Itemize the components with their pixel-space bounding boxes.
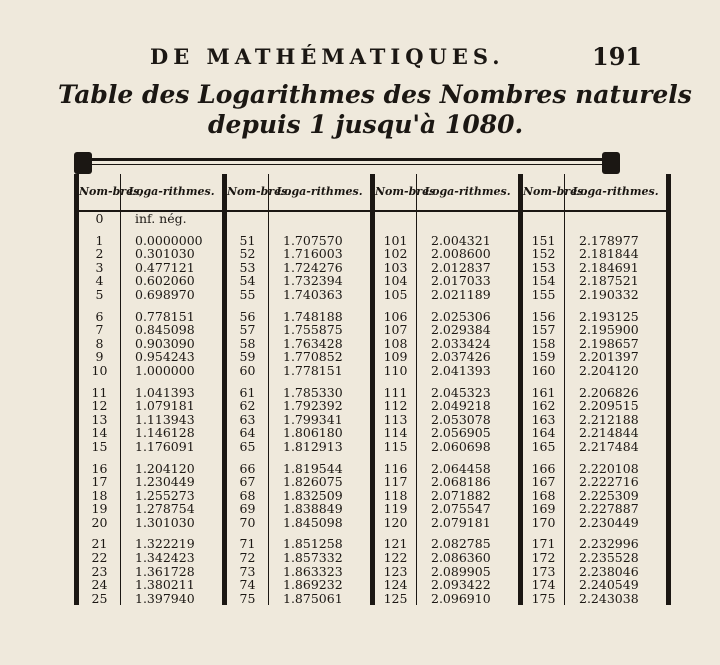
number-cell: 64 <box>225 426 269 440</box>
logarithm-cell: 2.232996 <box>565 537 669 551</box>
number-cell: 2 <box>77 247 121 261</box>
number-cell: 166 <box>521 462 565 476</box>
logarithm-cell: 1.113943 <box>121 413 225 427</box>
logarithm-cell: 1.785330 <box>269 386 373 400</box>
number-cell: 19 <box>77 502 121 516</box>
number-cell: 158 <box>521 337 565 351</box>
logarithm-cell: 1.755875 <box>269 323 373 337</box>
number-cell: 117 <box>373 475 417 489</box>
number-cell: 65 <box>225 440 269 454</box>
logarithm-cell: 2.068186 <box>417 475 521 489</box>
table-cell: inf. nég. <box>121 211 225 226</box>
logarithm-cell: 2.220108 <box>565 462 669 476</box>
number-cell: 11 <box>77 386 121 400</box>
table-row <box>77 426 669 440</box>
logarithm-cell: 2.075547 <box>417 502 521 516</box>
table-cell <box>521 211 565 226</box>
number-cell: 115 <box>373 440 417 454</box>
number-cell: 111 <box>373 386 417 400</box>
logarithm-cell: 1.863323 <box>269 565 373 579</box>
number-cell: 3 <box>77 261 121 275</box>
table-row <box>77 551 669 565</box>
number-cell: 53 <box>225 261 269 275</box>
logarithm-cell: 2.178977 <box>565 234 669 248</box>
table-title-line1: Table des Logarithmes des Nombres naturels <box>58 80 692 109</box>
number-cell: 9 <box>77 350 121 364</box>
logarithm-cell: 1.826075 <box>269 475 373 489</box>
table-row <box>77 274 669 288</box>
logarithm-cell: 2.060698 <box>417 440 521 454</box>
number-cell: 163 <box>521 413 565 427</box>
table-row <box>77 592 669 606</box>
logarithm-cell: 0.954243 <box>121 350 225 364</box>
number-cell: 152 <box>521 247 565 261</box>
number-cell: 171 <box>521 537 565 551</box>
table-row <box>77 310 669 324</box>
logarithm-cell: 1.869232 <box>269 578 373 592</box>
logarithm-cell: 2.243038 <box>565 592 669 606</box>
number-cell: 18 <box>77 489 121 503</box>
col-header-num-4: Nom-bres. <box>521 174 565 211</box>
number-cell: 71 <box>225 537 269 551</box>
logarithm-cell: 2.187521 <box>565 274 669 288</box>
logarithm-cell: 2.214844 <box>565 426 669 440</box>
ornament-rule-thin <box>82 164 612 165</box>
logarithm-cell: 1.176091 <box>121 440 225 454</box>
number-cell: 173 <box>521 565 565 579</box>
number-cell: 159 <box>521 350 565 364</box>
logarithm-cell: 2.086360 <box>417 551 521 565</box>
logarithm-cell: 2.089905 <box>417 565 521 579</box>
number-cell: 8 <box>77 337 121 351</box>
table-row <box>77 364 669 378</box>
number-cell: 175 <box>521 592 565 606</box>
logarithm-cell: 2.201397 <box>565 350 669 364</box>
number-cell: 107 <box>373 323 417 337</box>
number-cell: 162 <box>521 399 565 413</box>
number-cell: 151 <box>521 234 565 248</box>
page-header <box>0 0 720 80</box>
number-cell: 13 <box>77 413 121 427</box>
logarithm-cell: 1.707570 <box>269 234 373 248</box>
number-cell: 109 <box>373 350 417 364</box>
number-cell: 116 <box>373 462 417 476</box>
logarithm-cell: 1.322219 <box>121 537 225 551</box>
logarithm-cell: 1.732394 <box>269 274 373 288</box>
ornament-rule <box>82 158 612 161</box>
table-cell <box>417 211 521 226</box>
number-cell: 69 <box>225 502 269 516</box>
number-cell: 52 <box>225 247 269 261</box>
logarithm-cell: 1.832509 <box>269 489 373 503</box>
logarithm-cell: 2.053078 <box>417 413 521 427</box>
table-row <box>77 386 669 400</box>
number-cell: 70 <box>225 516 269 530</box>
table-row <box>77 516 669 530</box>
logarithm-cell: 2.204120 <box>565 364 669 378</box>
number-cell: 122 <box>373 551 417 565</box>
number-cell: 10 <box>77 364 121 378</box>
number-cell: 124 <box>373 578 417 592</box>
logarithm-cell: 1.397940 <box>121 592 225 606</box>
logarithm-cell: 2.222716 <box>565 475 669 489</box>
table-row <box>77 261 669 275</box>
number-cell: 157 <box>521 323 565 337</box>
logarithm-cell: 1.041393 <box>121 386 225 400</box>
number-cell: 168 <box>521 489 565 503</box>
number-cell: 102 <box>373 247 417 261</box>
number-cell: 62 <box>225 399 269 413</box>
ornament-corner-right-icon <box>602 152 620 174</box>
number-cell: 103 <box>373 261 417 275</box>
logarithm-cell: 1.763428 <box>269 337 373 351</box>
logarithm-cell: 2.212188 <box>565 413 669 427</box>
number-cell: 114 <box>373 426 417 440</box>
logarithm-cell: 2.184691 <box>565 261 669 275</box>
table-row <box>77 462 669 476</box>
logarithm-cell: 2.049218 <box>417 399 521 413</box>
logarithm-cell: 0.698970 <box>121 288 225 302</box>
table-row-zero <box>77 211 669 226</box>
number-cell: 165 <box>521 440 565 454</box>
number-cell: 58 <box>225 337 269 351</box>
logarithm-cell: 2.227887 <box>565 502 669 516</box>
number-cell: 73 <box>225 565 269 579</box>
logarithm-cell: 2.029384 <box>417 323 521 337</box>
logarithm-table <box>74 156 659 665</box>
number-cell: 23 <box>77 565 121 579</box>
logarithm-cell: 2.209515 <box>565 399 669 413</box>
number-cell: 155 <box>521 288 565 302</box>
logarithm-cell: 2.230449 <box>565 516 669 530</box>
logarithm-cell: 0.903090 <box>121 337 225 351</box>
running-head: DE MATHÉMATIQUES. <box>150 44 505 69</box>
number-cell: 54 <box>225 274 269 288</box>
logarithm-cell: 2.082785 <box>417 537 521 551</box>
number-cell: 121 <box>373 537 417 551</box>
logarithm-cell: 1.146128 <box>121 426 225 440</box>
logarithm-cell: 2.225309 <box>565 489 669 503</box>
col-header-log-1: Loga-rithmes. <box>121 174 225 211</box>
table-row <box>77 413 669 427</box>
logarithm-cell: 2.037426 <box>417 350 521 364</box>
logarithm-cell: 1.380211 <box>121 578 225 592</box>
table-cell <box>565 211 669 226</box>
number-cell: 119 <box>373 502 417 516</box>
number-cell: 125 <box>373 592 417 606</box>
number-cell: 108 <box>373 337 417 351</box>
table-row <box>77 337 669 351</box>
number-cell: 66 <box>225 462 269 476</box>
number-cell: 167 <box>521 475 565 489</box>
logarithm-cell: 2.033424 <box>417 337 521 351</box>
logarithm-cell: 0.845098 <box>121 323 225 337</box>
logarithm-cell: 1.724276 <box>269 261 373 275</box>
number-cell: 61 <box>225 386 269 400</box>
logarithm-cell: 2.004321 <box>417 234 521 248</box>
header-row <box>77 174 669 211</box>
number-cell: 1 <box>77 234 121 248</box>
number-cell: 174 <box>521 578 565 592</box>
number-cell: 22 <box>77 551 121 565</box>
logarithm-cell: 2.079181 <box>417 516 521 530</box>
logarithm-cell: 2.206826 <box>565 386 669 400</box>
logarithm-cell: 2.025306 <box>417 310 521 324</box>
number-cell: 14 <box>77 426 121 440</box>
number-cell: 25 <box>77 592 121 606</box>
number-cell: 164 <box>521 426 565 440</box>
number-cell: 16 <box>77 462 121 476</box>
logarithm-cell: 1.301030 <box>121 516 225 530</box>
number-cell: 156 <box>521 310 565 324</box>
logarithm-cell: 2.017033 <box>417 274 521 288</box>
logarithm-cell: 2.096910 <box>417 592 521 606</box>
table-cell <box>373 211 417 226</box>
logarithm-cell: 2.093422 <box>417 578 521 592</box>
col-header-num-1: Nom-bres, <box>77 174 121 211</box>
logarithm-cell: 1.361728 <box>121 565 225 579</box>
number-cell: 104 <box>373 274 417 288</box>
number-cell: 169 <box>521 502 565 516</box>
table-row <box>77 288 669 302</box>
logarithm-cell: 1.806180 <box>269 426 373 440</box>
logarithm-cell: 2.238046 <box>565 565 669 579</box>
table-row <box>77 502 669 516</box>
table-row <box>77 578 669 592</box>
logarithm-cell: 2.217484 <box>565 440 669 454</box>
number-cell: 101 <box>373 234 417 248</box>
number-cell: 110 <box>373 364 417 378</box>
number-cell: 59 <box>225 350 269 364</box>
number-cell: 68 <box>225 489 269 503</box>
logarithm-cell: 0.477121 <box>121 261 225 275</box>
logarithm-cell: 2.193125 <box>565 310 669 324</box>
logarithm-cell: 0.301030 <box>121 247 225 261</box>
table-row <box>77 234 669 248</box>
number-cell: 74 <box>225 578 269 592</box>
number-cell: 153 <box>521 261 565 275</box>
col-header-num-3: Nom-bres <box>373 174 417 211</box>
number-cell: 20 <box>77 516 121 530</box>
logarithm-cell: 2.235528 <box>565 551 669 565</box>
col-header-num-2: Nom-bres. <box>225 174 269 211</box>
table-cell: 0 <box>77 211 121 226</box>
logarithm-cell: 2.198657 <box>565 337 669 351</box>
logarithm-cell: 1.230449 <box>121 475 225 489</box>
number-cell: 112 <box>373 399 417 413</box>
table-cell <box>269 211 373 226</box>
number-cell: 4 <box>77 274 121 288</box>
table-row <box>77 399 669 413</box>
number-cell: 67 <box>225 475 269 489</box>
table-row <box>77 440 669 454</box>
logarithm-cell: 0.0000000 <box>121 234 225 248</box>
logarithm-cell: 1.740363 <box>269 288 373 302</box>
col-header-log-4: Loga-rithmes. <box>565 174 669 211</box>
logarithm-cell: 2.021189 <box>417 288 521 302</box>
logarithm-cell: 2.045323 <box>417 386 521 400</box>
logarithm-cell: 1.838849 <box>269 502 373 516</box>
number-cell: 5 <box>77 288 121 302</box>
number-cell: 160 <box>521 364 565 378</box>
number-cell: 21 <box>77 537 121 551</box>
logarithm-cell: 1.204120 <box>121 462 225 476</box>
logarithm-cell: 1.845098 <box>269 516 373 530</box>
number-cell: 106 <box>373 310 417 324</box>
number-cell: 118 <box>373 489 417 503</box>
logarithm-cell: 1.819544 <box>269 462 373 476</box>
table-row <box>77 350 669 364</box>
number-cell: 56 <box>225 310 269 324</box>
logarithm-cell: 2.056905 <box>417 426 521 440</box>
logarithm-cell: 1.792392 <box>269 399 373 413</box>
logarithm-cell: 0.778151 <box>121 310 225 324</box>
logarithm-cell: 1.342423 <box>121 551 225 565</box>
logarithm-cell: 1.716003 <box>269 247 373 261</box>
number-cell: 57 <box>225 323 269 337</box>
logarithm-cell: 2.008600 <box>417 247 521 261</box>
number-cell: 105 <box>373 288 417 302</box>
table-row <box>77 537 669 551</box>
table-row <box>77 489 669 503</box>
number-cell: 15 <box>77 440 121 454</box>
number-cell: 161 <box>521 386 565 400</box>
logarithm-cell: 1.799341 <box>269 413 373 427</box>
logarithm-cell: 2.195900 <box>565 323 669 337</box>
logarithm-cell: 1.748188 <box>269 310 373 324</box>
logarithm-cell: 1.000000 <box>121 364 225 378</box>
logarithm-cell: 1.770852 <box>269 350 373 364</box>
number-cell: 120 <box>373 516 417 530</box>
ornament-corner-left-icon <box>74 152 92 174</box>
number-cell: 51 <box>225 234 269 248</box>
logarithm-cell: 1.079181 <box>121 399 225 413</box>
col-header-log-2: Loga-rithmes. <box>269 174 373 211</box>
number-cell: 63 <box>225 413 269 427</box>
number-cell: 72 <box>225 551 269 565</box>
logarithm-cell: 0.602060 <box>121 274 225 288</box>
number-cell: 172 <box>521 551 565 565</box>
number-cell: 6 <box>77 310 121 324</box>
page-number: 191 <box>592 42 643 71</box>
table-row <box>77 323 669 337</box>
table-row <box>77 475 669 489</box>
logarithm-cell: 2.071882 <box>417 489 521 503</box>
number-cell: 7 <box>77 323 121 337</box>
logarithm-cell: 1.851258 <box>269 537 373 551</box>
number-cell: 154 <box>521 274 565 288</box>
logarithm-cell: 2.190332 <box>565 288 669 302</box>
logarithm-cell: 1.778151 <box>269 364 373 378</box>
number-cell: 24 <box>77 578 121 592</box>
table-row <box>77 247 669 261</box>
table-title-line2: depuis 1 jusqu'à 1080. <box>208 110 524 139</box>
log-grid <box>74 174 671 605</box>
logarithm-cell: 2.240549 <box>565 578 669 592</box>
number-cell: 170 <box>521 516 565 530</box>
number-cell: 123 <box>373 565 417 579</box>
logarithm-cell: 2.012837 <box>417 261 521 275</box>
number-cell: 60 <box>225 364 269 378</box>
number-cell: 55 <box>225 288 269 302</box>
logarithm-cell: 2.041393 <box>417 364 521 378</box>
number-cell: 113 <box>373 413 417 427</box>
logarithm-cell: 2.064458 <box>417 462 521 476</box>
table-row <box>77 565 669 579</box>
col-header-log-3: Loga-rithmes. <box>417 174 521 211</box>
logarithm-cell: 1.255273 <box>121 489 225 503</box>
logarithm-cell: 1.278754 <box>121 502 225 516</box>
number-cell: 17 <box>77 475 121 489</box>
logarithm-cell: 1.812913 <box>269 440 373 454</box>
number-cell: 75 <box>225 592 269 606</box>
table-cell <box>225 211 269 226</box>
logarithm-cell: 2.181844 <box>565 247 669 261</box>
logarithm-cell: 1.875061 <box>269 592 373 606</box>
number-cell: 12 <box>77 399 121 413</box>
logarithm-cell: 1.857332 <box>269 551 373 565</box>
